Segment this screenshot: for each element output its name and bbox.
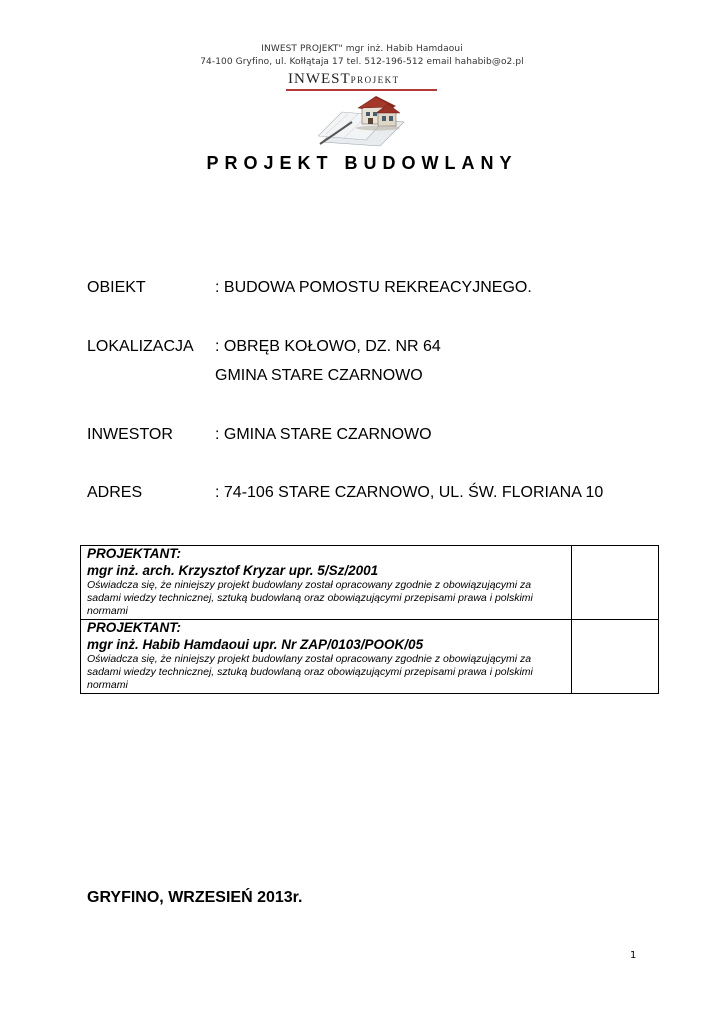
page-number: 1 (630, 950, 637, 961)
designer-name: mgr inż. Habib Hamdaoui upr. Nr ZAP/0103/POOK/05 (87, 637, 424, 652)
field-lokalizacja-value: : OBRĘB KOŁOWO, DZ. NR 64 (215, 338, 441, 355)
header-address-line: 74-100 Gryfino, ul. Kołłątaja 17 tel. 512-196-512 email hahabib@o2.pl (200, 57, 524, 67)
logo-underline (286, 89, 437, 91)
designer-info-cell (81, 620, 572, 694)
field-obiekt-label: OBIEKT (87, 279, 146, 296)
designer-row (81, 546, 659, 620)
signature-cell (572, 546, 659, 620)
field-obiekt-value: : BUDOWA POMOSTU REKREACYJNEGO. (215, 279, 532, 296)
company-logo-text (288, 70, 438, 88)
designer-statement: Oświadcza się, że niniejszy projekt budowlany został opracowany zgodnie z obowiązującymi za sadami wiedzy technicznej, sztuką budowlaną oraz obowiązującymi przepisami prawa i polskimi normami (87, 579, 533, 617)
field-inwestor-value: : GMINA STARE CZARNOWO (215, 426, 432, 443)
field-adres-value: : 74-106 STARE CZARNOWO, UL. ŚW. FLORIANA 10 (215, 484, 604, 501)
designer-heading: PROJEKTANT: (87, 620, 181, 635)
signature-cell (572, 620, 659, 694)
designer-name: mgr inż. arch. Krzysztof Kryzar upr. 5/Sz/2001 (87, 563, 379, 578)
header-company-line: INWEST PROJEKT" mgr inż. Habib Hamdaoui (261, 44, 463, 54)
field-lokalizacja-label: LOKALIZACJA (87, 338, 194, 355)
field-inwestor-label: INWESTOR (87, 426, 173, 443)
logo-big-text: INWEST (288, 71, 351, 87)
logo-small-text: PROJEKT (350, 75, 400, 85)
designer-heading: PROJEKTANT: (87, 546, 181, 561)
document-title: PROJEKT BUDOWLANY (206, 153, 518, 173)
designer-info-cell (81, 546, 572, 620)
designer-row (81, 620, 659, 694)
designer-statement: Oświadcza się, że niniejszy projekt budowlany został opracowany zgodnie z obowiązującymi za sadami wiedzy technicznej, sztuką budowlaną oraz obowiązującymi przepisami prawa i polskimi normami (87, 653, 533, 691)
place-and-date: GRYFINO, WRZESIEŃ 2013r. (87, 889, 303, 906)
designers-table (80, 545, 659, 694)
field-lokalizacja-value-line2: GMINA STARE CZARNOWO (215, 367, 423, 384)
field-adres-label: ADRES (87, 484, 143, 501)
house-logo-icon (318, 92, 408, 148)
